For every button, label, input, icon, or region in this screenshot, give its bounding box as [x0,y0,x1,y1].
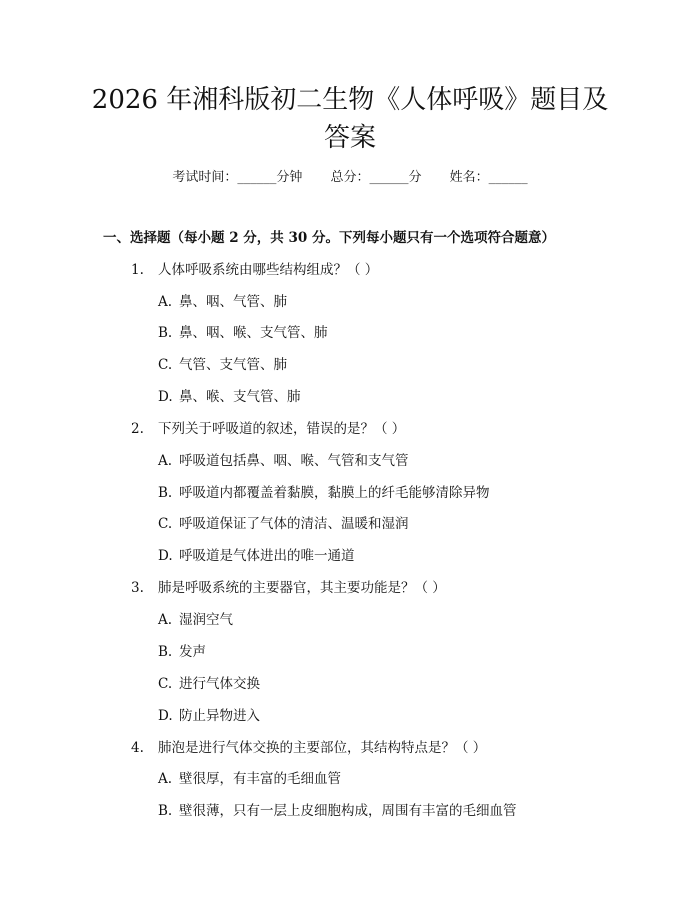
option-letter: B. [158,325,173,341]
option-letter: A. [158,612,173,628]
option-letter: D. [158,389,173,405]
question-text: 肺泡是进行气体交换的主要部位，其结构特点是？（ ） [158,740,487,756]
question-3-option-a [158,610,233,630]
option-text: 鼻、咽、气管、肺 [179,294,287,310]
option-text: 呼吸道包括鼻、咽、喉、气管和支气管 [179,453,409,469]
option-text: 湿润空气 [179,612,233,628]
option-text: 鼻、喉、支气管、肺 [179,389,301,405]
question-4-option-a [158,769,341,789]
option-text: 壁很薄，只有一层上皮细胞构成，周围有丰富的毛细血管 [179,803,517,819]
question-1-option-d [158,387,301,407]
question-2 [131,419,405,439]
question-3-option-c [158,674,260,694]
question-number: 2. [131,421,144,437]
question-3 [131,578,446,598]
option-letter: C. [158,676,173,692]
question-1 [131,260,378,280]
question-text: 人体呼吸系统由哪些结构组成？（ ） [158,262,379,278]
question-2-option-a [158,451,409,471]
question-2-option-c [158,514,409,534]
page-title-continued: 答案 [323,123,376,153]
option-text: 鼻、咽、喉、支气管、肺 [179,325,328,341]
option-text: 呼吸道内都覆盖着黏膜，黏膜上的纤毛能够清除异物 [179,485,490,501]
question-number: 1. [131,262,144,278]
option-text: 气管、支气管、肺 [179,357,287,373]
option-letter: A. [158,453,173,469]
option-text: 壁很厚，有丰富的毛细血管 [179,771,341,787]
question-1-option-c [158,355,287,375]
question-4-option-b [158,801,517,821]
option-letter: B. [158,485,173,501]
question-1-option-a [158,292,287,312]
option-letter: B. [158,803,173,819]
question-2-option-d [158,546,355,566]
option-letter: A. [158,771,173,787]
option-letter: C. [158,357,173,373]
question-number: 3. [131,580,144,596]
exam-time-field: 考试时间：______分钟 [172,170,303,185]
total-score-field: 总分：______分 [330,170,422,185]
option-letter: D. [158,548,173,564]
question-3-option-b [158,642,206,662]
exam-info [0,168,700,188]
question-1-option-b [158,323,328,343]
option-text: 发声 [179,644,206,660]
page-title: 2026 年湘科版初二生物《人体呼吸》题目及 [91,85,609,115]
question-text: 肺是呼吸系统的主要器官，其主要功能是？（ ） [158,580,446,596]
option-text: 呼吸道保证了气体的清洁、温暖和湿润 [179,516,409,532]
option-letter: C. [158,516,173,532]
option-letter: B. [158,644,173,660]
student-name-field: 姓名：______ [449,170,528,185]
question-text: 下列关于呼吸道的叙述，错误的是？（ ） [158,421,406,437]
question-2-option-b [158,483,490,503]
question-number: 4. [131,740,144,756]
option-letter: D. [158,708,173,724]
question-3-option-d [158,706,260,726]
option-text: 进行气体交换 [179,676,260,692]
section-heading: 一、选择题（每小题 2 分，共 30 分。下列每小题只有一个选项符合题意） [103,230,555,246]
question-4 [131,738,486,758]
option-text: 防止异物进入 [179,708,260,724]
option-letter: A. [158,294,173,310]
option-text: 呼吸道是气体进出的唯一通道 [179,548,355,564]
